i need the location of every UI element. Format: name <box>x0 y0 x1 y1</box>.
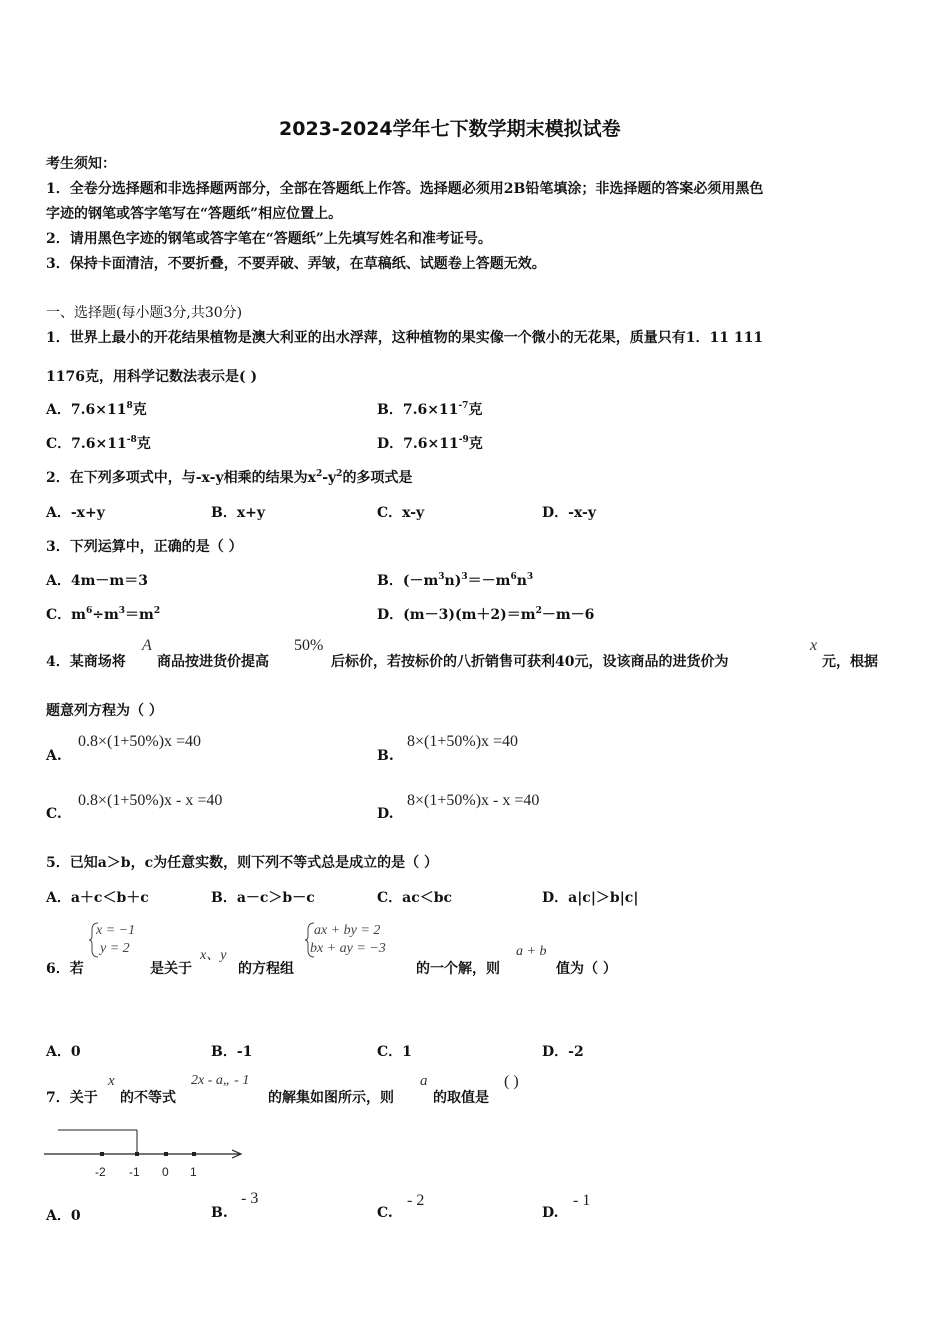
q7-option-b-label: B. <box>211 1205 228 1221</box>
tick-label: -1 <box>129 1165 140 1179</box>
q4-percent: 50% <box>294 637 324 654</box>
q1-option-a: A．$7.6\times 11^8$克 <box>46 401 147 418</box>
q6-stem-p4: 的一个解，则 <box>416 961 500 977</box>
q5-option-b: B．a－c＞b－c <box>211 890 315 906</box>
q6-option-b: B．-1 <box>211 1044 253 1060</box>
q3-option-c: C．$m^6\div m^3=m^2$ <box>46 606 161 623</box>
q4-option-c-label: C. <box>46 806 62 822</box>
q7-option-b-value: - 3 <box>241 1190 259 1207</box>
q6-system-1-line-1: x = −1 <box>96 923 136 938</box>
q7-option-c-value: - 2 <box>407 1192 425 1209</box>
q7-var-a: a <box>420 1073 428 1089</box>
notice-line-1b: 字迹的钢笔或答字笔写在“答题纸”相应位置上。 <box>46 206 343 222</box>
q7-option-c-label: C. <box>377 1205 393 1221</box>
q4-option-a-equation: 0.8×(1+50%)x =40 <box>78 733 202 750</box>
q4-option-d-label: D. <box>377 806 394 822</box>
tick-mark <box>100 1152 104 1156</box>
q7-stem-p1: 7．关于 <box>46 1090 98 1106</box>
notice-line-3: 3．保持卡面清洁，不要折叠，不要弄破、弄皱，在草稿纸、试题卷上答题无效。 <box>46 256 546 272</box>
q4-option-d-equation: 8×(1+50%)x - x =40 <box>407 792 540 809</box>
q4-stem-p4: 元，根据 <box>822 654 878 670</box>
q7-stem-p4: 的取值是 <box>433 1090 489 1106</box>
q6-system-1-line-2: y = 2 <box>100 941 130 956</box>
tick-label: 1 <box>190 1165 197 1179</box>
q4-option-c-equation: 0.8×(1+50%)x - x =40 <box>78 792 223 809</box>
q1-stem-line1: 1．世界上最小的开花结果植物是澳大利亚的出水浮萍，这种植物的果实像一个微小的无花果，质量只有1．11 111 <box>46 330 764 346</box>
q6-option-d: D．-2 <box>542 1044 584 1060</box>
q6-expression: a + b <box>516 944 547 959</box>
q1-option-c: C．$7.6\times 11^{-8}$克 <box>46 435 151 452</box>
notice-line-2: 2．请用黑色字迹的钢笔或答字笔在“答题纸”上先填写姓名和准考证号。 <box>46 231 492 247</box>
q7-option-a: A．0 <box>46 1208 81 1224</box>
q2-option-d: D．-x-y <box>542 505 596 521</box>
tick-mark <box>135 1152 139 1156</box>
q3-stem: 3．下列运算中，正确的是（ ） <box>46 539 243 555</box>
q6-vars: x、y <box>200 948 227 963</box>
q4-stem-p1: 4．某商场将 <box>46 654 126 670</box>
q7-answer-paren: ( ) <box>504 1073 519 1090</box>
q3-option-a: A．4m－m＝3 <box>46 573 148 589</box>
q7-var-x: x <box>108 1073 115 1089</box>
q7-option-d-label: D. <box>542 1205 559 1221</box>
q5-option-d: D．a|c|＞b|c| <box>542 890 639 906</box>
q3-option-b: B．$(-m^3n)^3=-m^6n^3$ <box>377 572 534 589</box>
tick-mark <box>164 1152 168 1156</box>
q2-option-b: B．x+y <box>211 505 266 521</box>
q6-option-a: A．0 <box>46 1044 81 1060</box>
notice-line-1: 1．全卷分选择题和非选择题两部分，全部在答题纸上作答。选择题必须用2B铅笔填涂；非选择题的答案必须用黑色 <box>46 181 764 197</box>
tick-label: 0 <box>162 1165 169 1179</box>
q1-option-d: D．$7.6\times 11^{-9}$克 <box>377 435 483 452</box>
q6-system-2-line-2: bx + ay = −3 <box>310 941 386 956</box>
q6-stem-p2: 是关于 <box>150 961 192 977</box>
page-title: 2023-2024学年七下数学期末模拟试卷 <box>279 118 621 140</box>
q6-system-2-line-1: ax + by = 2 <box>314 923 381 938</box>
q4-var-a: A <box>142 637 152 654</box>
q5-option-a: A．a＋c＜b＋c <box>46 890 149 906</box>
q4-var-x: x <box>810 637 818 654</box>
q2-option-c: C．x-y <box>377 505 425 521</box>
q4-stem-p3: 后标价，若按标价的八折销售可获利40元，设该商品的进货价为 <box>331 654 729 670</box>
q7-stem-p2: 的不等式 <box>120 1090 176 1106</box>
q4-stem-line2: 题意列方程为（ ） <box>46 703 163 719</box>
section-heading: 一、选择题(每小题3分,共30分) <box>46 305 243 321</box>
q6-stem-p3: 的方程组 <box>238 961 294 977</box>
tick-label: -2 <box>95 1165 106 1179</box>
q4-stem-p2: 商品按进货价提高 <box>157 654 269 670</box>
q2-stem: 2．在下列多项式中，与-x-y相乘的结果为$x^2-y^2$的多项式是 <box>46 469 413 486</box>
q6-stem-p5: 值为（ ） <box>556 961 617 977</box>
q2-option-a: A．-x+y <box>46 505 105 521</box>
q4-option-b-equation: 8×(1+50%)x =40 <box>407 733 519 750</box>
q7-stem-p3: 的解集如图所示，则 <box>268 1090 394 1106</box>
q1-option-b: B．$7.6\times 11^{-7}$克 <box>377 401 483 418</box>
q6-option-c: C．1 <box>377 1044 412 1060</box>
q5-option-c: C．ac＜bc <box>377 890 453 906</box>
q6-stem-p1: 6．若 <box>46 961 84 977</box>
q7-number-line <box>40 1122 250 1184</box>
q4-option-b-label: B. <box>377 748 394 764</box>
q7-inequality: 2x - a„ - 1 <box>191 1073 250 1088</box>
tick-mark <box>192 1152 196 1156</box>
q1-stem-line2: 1176克，用科学记数法表示是( ) <box>46 369 258 385</box>
q5-stem: 5．已知a＞b，c为任意实数，则下列不等式总是成立的是（ ） <box>46 855 438 871</box>
q3-option-d: D．$(m-3)(m+2)=m^2-m-6$ <box>377 606 595 623</box>
notice-heading: 考生须知： <box>46 156 116 172</box>
q4-option-a-label: A. <box>46 748 62 764</box>
q7-option-d-value: - 1 <box>573 1192 591 1209</box>
